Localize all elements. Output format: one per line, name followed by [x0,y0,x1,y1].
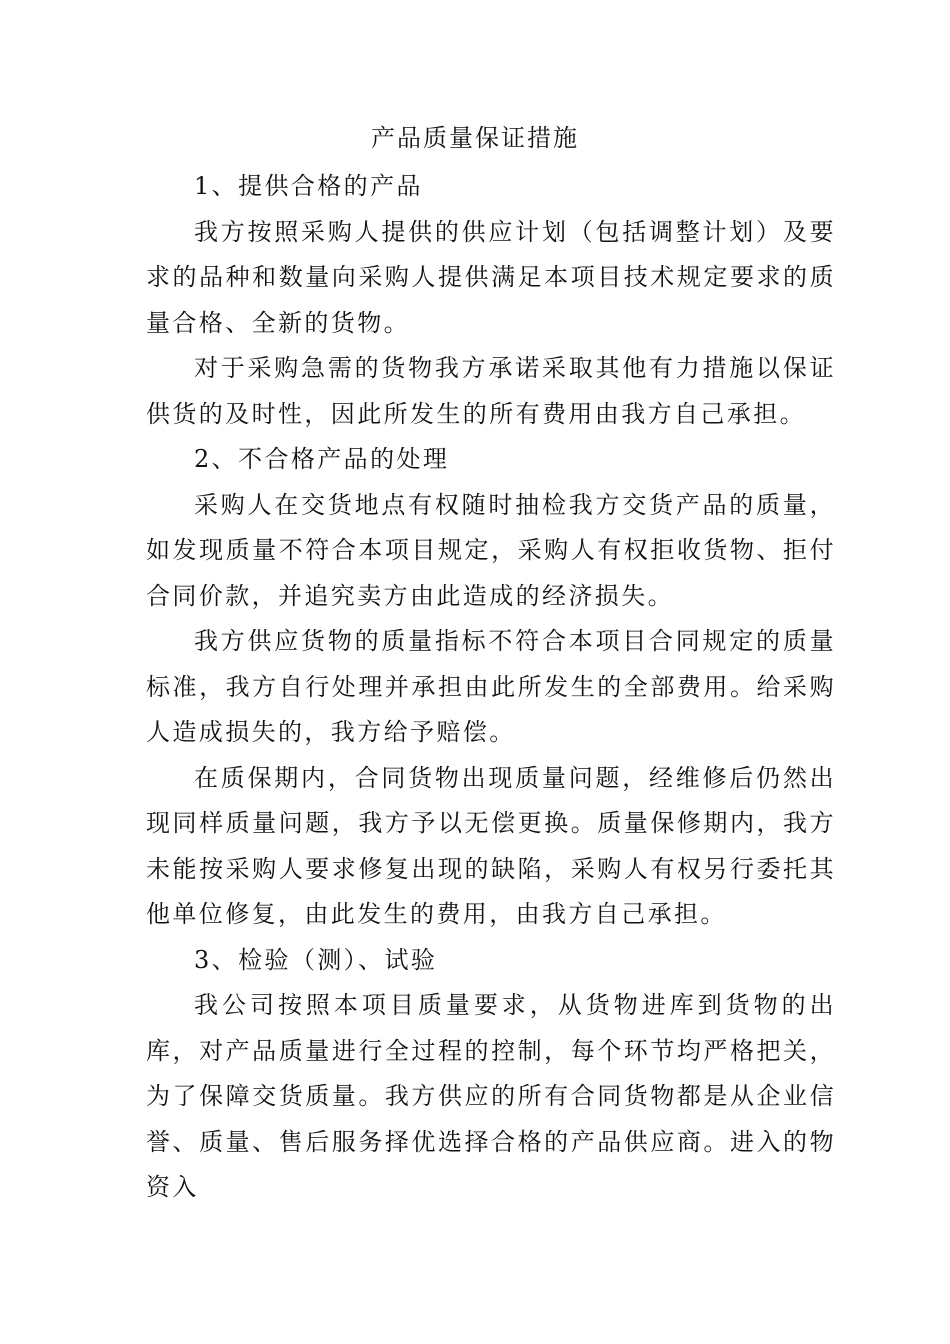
section-heading-2: 2、不合格产品的处理 [194,445,450,473]
section-heading-3: 3、检验（测）、试验 [194,945,438,974]
section-heading-1: 1、提供合格的产品 [194,172,423,200]
paragraph: 我公司按照本项目质量要求，从货物进库到货物的出库，对产品质量进行全过程的控制，每个环节均严格把关，为了保障交货质量。我方供应的所有合同货物都是从企业信誉、质量、售后服务择优选择合格的产品供应商。进入的物资入 [146,991,836,1201]
paragraph: 我方按照采购人提供的供应计划（包括调整计划）及要求的品种和数量向采购人提供满足本项目技术规定要求的质量合格、全新的货物。 [146,217,836,337]
paragraph: 采购人在交货地点有权随时抽检我方交货产品的质量，如发现质量不符合本项目规定，采购人有权拒收货物、拒付合同价款，并追究卖方由此造成的经济损失。 [146,490,836,610]
paragraph: 我方供应货物的质量指标不符合本项目合同规定的质量标准，我方自行处理并承担由此所发生的全部费用。给采购人造成损失的，我方给予赔偿。 [146,627,836,746]
paragraph: 在质保期内，合同货物出现质量问题，经维修后仍然出现同样质量问题，我方予以无偿更换。质量保修期内，我方未能按采购人要求修复出现的缺陷，采购人有权另行委托其他单位修复，由此发生的费用，由我方自己承担。 [146,763,836,928]
paragraph: 对于采购急需的货物我方承诺采取其他有力措施以保证供货的及时性，因此所发生的所有费用由我方自己承担。 [146,354,836,428]
document-title: 产品质量保证措施 [371,124,579,152]
document-body [146,164,836,1211]
